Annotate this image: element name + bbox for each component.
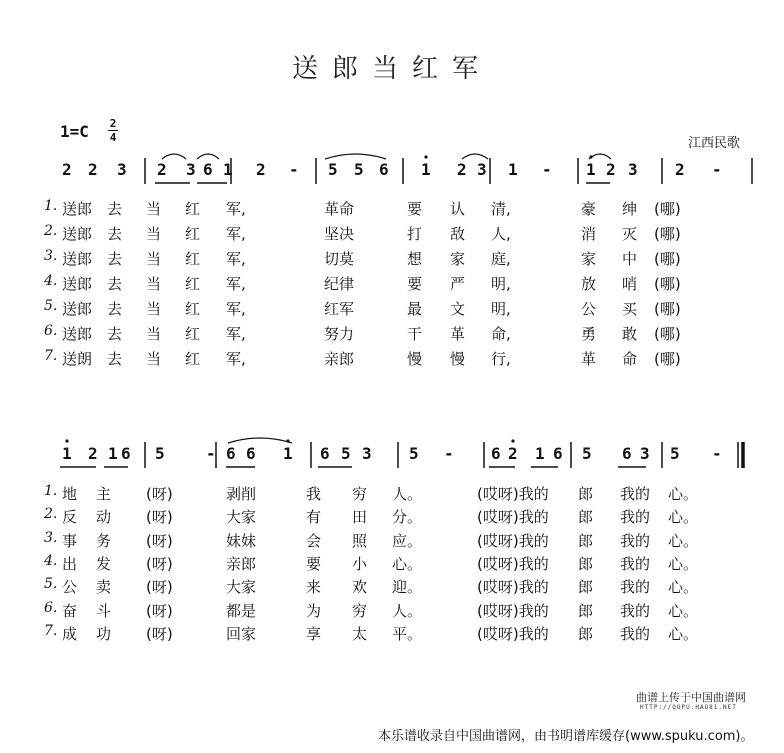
key-signature: 1=C [60,122,89,141]
section1-lyric: 去 [107,250,123,268]
section2-lyric: (呀) [146,578,173,597]
section1-note: 2 [457,160,467,179]
section1-note: 2 [675,160,685,179]
section1-note: 2 [62,160,72,179]
section2-lyric: 我的 [620,554,651,573]
section1-note: 1 [421,160,431,179]
section1-verse-number: 1. [44,198,58,214]
section2-lyric: 心。 [392,554,423,573]
section1-lyric: 慢 [407,350,423,368]
section1-lyric: 送朗 [62,350,93,368]
section1-lyric: 买 [622,300,638,318]
section2-lyric: 享 [306,624,322,643]
section1-lyric: 当 [146,250,162,268]
section1-octave-dot [589,155,592,158]
section2-lyric: 心。 [668,531,699,550]
section2-lyric: 我的 [620,508,651,527]
section1-lyric: 去 [107,275,123,293]
section1-tie [197,154,219,159]
section1-note: 5 [354,160,364,179]
section1-note: 2 [256,160,266,179]
genre-label: 江西民歌 [688,136,741,151]
section2-note: 6 [491,444,501,463]
section1-lyric: 去 [107,225,123,243]
section2-tie [228,438,292,443]
section2-note: 1 [535,444,545,463]
section2-lyric: (哎呀)我的 [477,624,549,643]
section2-verse-number: 7. [44,622,58,639]
section2-lyric: 平。 [392,624,423,643]
section2-lyric: 迎。 [392,578,423,597]
section1-lyric: 庭, [491,250,511,268]
section2-lyric: 我的 [620,531,651,550]
section1-lyric: 绅 [622,200,638,218]
section1-lyric: 革命 [324,200,355,218]
section1-lyric: 干 [407,325,423,343]
section2-lyric: 心。 [668,508,699,527]
section2-lyric: 郎 [578,554,594,573]
section2-lyric: 大家 [226,508,257,527]
section2-lyric: (哎呀)我的 [477,578,549,597]
section1-note: 3 [117,160,127,179]
section2-verse-number: 6. [44,599,58,616]
section2-lyric: 小 [352,554,368,573]
section2-lyric: 卖 [96,578,112,597]
section2-note: 1 [62,444,72,463]
section2-note: 5 [155,444,165,463]
section1-lyric: 当 [146,200,162,218]
section1-tie [162,154,186,159]
section2-note: 2 [88,444,98,463]
section1-lyric: (哪) [654,325,681,343]
section1-lyric: 红 [185,200,201,218]
section2-lyric: 主 [96,485,112,503]
section1-verse-number: 4. [44,273,58,289]
section1-lyric: 送郎 [62,300,93,318]
section2-lyric: 郎 [578,601,594,620]
section2-lyric: (哎呀)我的 [477,554,549,573]
section2-lyric: 照 [352,531,368,550]
section1-lyric: 送郎 [62,250,93,268]
section1-lyric: 努力 [324,325,355,343]
section2-note: - [444,444,454,463]
section2-lyric: 心。 [668,578,699,597]
section2-lyric: (哎呀)我的 [477,508,549,527]
section1-lyric: 放 [581,275,597,293]
section1-verse-number: 3. [44,248,58,264]
section1-lyric: (哪) [654,300,681,318]
section2-lyric: 人。 [392,601,423,620]
section1-lyric: 纪律 [324,275,355,293]
section1-lyric: 公 [581,300,597,318]
section2-lyric: 分。 [392,508,423,527]
section2-lyric: (哎呀)我的 [477,485,549,503]
song-title: 送郎当红军 [291,54,492,84]
section1-lyric: 认 [450,200,466,218]
section1-lyric: 哨 [622,275,638,293]
section2-lyric: 公 [62,578,78,597]
section1-lyric: 去 [107,350,123,368]
section1-lyric: 去 [107,300,123,318]
section2-lyric: 为 [306,601,322,620]
section2-octave-dot [286,439,289,442]
section1-lyric: 坚决 [324,225,355,243]
section2-lyric: 田 [352,508,368,527]
section2-lyric: 郎 [578,624,594,643]
section2-verse-number: 1. [44,483,58,499]
section2-note: 2 [508,444,518,463]
section1-octave-dot [424,155,427,158]
section2-note: 5 [582,444,592,463]
section1-verse-number: 7. [44,348,58,364]
section1-lyric: (哪) [654,250,681,268]
section1-lyric: 红 [185,325,201,343]
section1-lyric: 军, [226,350,246,368]
section2-verse-number: 3. [44,529,58,546]
section2-note: 6 [121,444,131,463]
section1-note: - [289,160,299,179]
section1-note: 1 [586,160,596,179]
section2-lyric: 亲郎 [226,554,257,573]
section1-lyric: 去 [107,325,123,343]
section2-lyric: 斗 [96,601,112,620]
section2-lyric: 务 [96,531,112,550]
section1-lyric: 想 [407,250,423,268]
section2-lyric: (呀) [146,554,173,573]
section2-lyric: 我的 [620,601,651,620]
section2-lyric: 回家 [226,624,257,643]
section1-lyric: 红 [185,250,201,268]
section1-lyric: 家 [450,250,466,268]
section1-lyric: 要 [407,200,423,218]
section1-lyric: 红军 [324,300,355,318]
section2-lyric: 心。 [668,601,699,620]
section2-lyric: 欢 [352,578,368,597]
section2-note: 6 [246,444,256,463]
section2-note: - [206,444,216,463]
section1-lyric: 切莫 [324,250,355,268]
section2-note: 6 [622,444,632,463]
section1-note: - [542,160,552,179]
section2-lyric: 有 [306,508,322,527]
section2-lyric: (哎呀)我的 [477,531,549,550]
section1-lyric: 军, [226,275,246,293]
section2-lyric: 郎 [578,531,594,550]
section2-lyric: 要 [306,554,322,573]
section1-lyric: 行, [491,350,511,368]
section2-note: 5 [670,444,680,463]
section1-note: 3 [477,160,487,179]
section1-lyric: 当 [146,325,162,343]
section1-note: 6 [379,160,389,179]
section2-lyric: 穷 [352,485,368,503]
section2-lyric: 来 [306,578,322,597]
section1-lyric: 文 [450,300,466,318]
section1-lyric: 军, [226,300,246,318]
section2-lyric: 人。 [392,485,423,503]
section2-lyric: 应。 [392,531,423,550]
section1-lyric: 最 [407,300,423,318]
section2-lyric: 妹妹 [226,531,257,550]
section2-octave-dot [511,439,514,442]
section1-lyric: 红 [185,225,201,243]
section2-verse-number: 4. [44,552,58,569]
section1-lyric: (哪) [654,225,681,243]
section2-lyric: 会 [306,531,322,550]
section2-lyric: 我 [306,485,322,503]
section2-note: 6 [553,444,563,463]
section1-note: 1 [508,160,518,179]
section1-note: 3 [186,160,196,179]
section1-lyric: 中 [622,250,638,268]
section2-lyric: (呀) [146,531,173,550]
section2-lyric: (呀) [146,485,173,503]
section1-lyric: 人, [491,225,511,243]
section1-verse-number: 5. [44,298,58,314]
section1-lyric: 送郎 [62,325,93,343]
time-signature-top: 2 [109,117,117,130]
section2-octave-dot [65,439,68,442]
section2-lyric: 我的 [620,485,651,503]
section1-lyric: 军, [226,200,246,218]
section1-lyric: 红 [185,350,201,368]
section1-lyric: (哪) [654,350,681,368]
section2-lyric: 出 [62,554,78,573]
section2-note: 1 [108,444,118,463]
section2-note: 3 [362,444,372,463]
section2-lyric: (哎呀)我的 [477,601,549,620]
section1-tie [462,154,488,159]
section1-note: - [712,160,722,179]
section2-lyric: 都是 [226,601,257,620]
source-note: 本乐谱收录自中国曲谱网，由书明谱库缓存(www.spuku.com)。 [378,729,754,744]
section2-lyric: 功 [96,624,112,643]
section1-lyric: 严 [450,275,466,293]
section1-note: 6 [203,160,213,179]
section2-lyric: 剥削 [226,485,257,503]
section2-note: 5 [409,444,419,463]
section2-lyric: (呀) [146,508,173,527]
section1-lyric: 消 [581,225,597,243]
section1-lyric: 命, [491,325,511,343]
section1-lyric: 要 [407,275,423,293]
section1-lyric: 敌 [450,225,466,243]
section1-lyric: 军, [226,225,246,243]
section2-lyric: 发 [96,554,112,573]
section2-lyric: 事 [62,531,78,550]
section1-lyric: 送郎 [62,200,93,218]
section1-lyric: 送郎 [62,275,93,293]
section1-lyric: 当 [146,225,162,243]
section1-lyric: 豪 [581,200,597,218]
section2-note: 5 [341,444,351,463]
section1-lyric: 军, [226,325,246,343]
section1-lyric: 命 [622,350,638,368]
section1-lyric: 灭 [622,225,638,243]
section2-lyric: 郎 [578,508,594,527]
section1-note: 2 [157,160,167,179]
section1-lyric: (哪) [654,275,681,293]
section1-lyric: (哪) [654,200,681,218]
section2-lyric: 大家 [226,578,257,597]
section2-lyric: 成 [62,624,78,643]
section1-lyric: 家 [581,250,597,268]
section2-lyric: 郎 [578,485,594,503]
section2-verse-number: 2. [44,506,58,523]
section1-verse-number: 2. [44,223,58,239]
section1-lyric: 当 [146,275,162,293]
section2-note: - [712,444,722,463]
section1-lyric: 打 [407,225,423,243]
watermark-line1: 曲谱上传于中国曲谱网 [636,691,746,704]
section1-lyric: 当 [146,300,162,318]
section1-verse-number: 6. [44,323,58,339]
section2-verse-number: 5. [44,576,58,593]
section1-lyric: 慢 [450,350,466,368]
section2-lyric: 动 [96,508,112,527]
section1-lyric: 革 [581,350,597,368]
section1-lyric: 红 [185,275,201,293]
section2-lyric: 太 [352,624,368,643]
section2-lyric: 郎 [578,578,594,597]
section2-lyric: (呀) [146,624,173,643]
section2-lyric: (呀) [146,601,173,620]
section1-note: 3 [628,160,638,179]
time-signature-bottom: 4 [109,131,117,144]
section1-lyric: 明, [491,300,511,318]
section1-lyric: 军, [226,250,246,268]
section1-lyric: 亲郎 [324,350,355,368]
section2-note: 3 [640,444,650,463]
section2-note: 6 [320,444,330,463]
section1-tie [325,154,386,159]
section1-lyric: 敢 [622,325,638,343]
section2-lyric: 我的 [620,578,651,597]
section1-lyric: 当 [146,350,162,368]
section2-lyric: 心。 [668,624,699,643]
section1-lyric: 革 [450,325,466,343]
section2-note: 6 [226,444,236,463]
section2-lyric: 反 [62,508,78,527]
section2-lyric: 心。 [668,485,699,503]
section1-note: 5 [328,160,338,179]
section1-lyric: 红 [185,300,201,318]
section2-lyric: 地 [62,485,78,503]
section1-note: 2 [88,160,98,179]
section1-note: 1 [223,160,233,179]
section1-lyric: 送郎 [62,225,93,243]
section1-lyric: 去 [107,200,123,218]
section1-lyric: 清, [491,200,511,218]
section2-lyric: 穷 [352,601,368,620]
section2-lyric: 我的 [620,624,651,643]
section1-note: 2 [606,160,616,179]
watermark-line2: HTTP://QUPU.HAO81.NET [640,704,737,711]
section1-lyric: 明, [491,275,511,293]
section2-lyric: 心。 [668,554,699,573]
section1-lyric: 勇 [581,325,597,343]
section2-lyric: 奋 [62,601,78,620]
section2-note: 1 [283,444,293,463]
